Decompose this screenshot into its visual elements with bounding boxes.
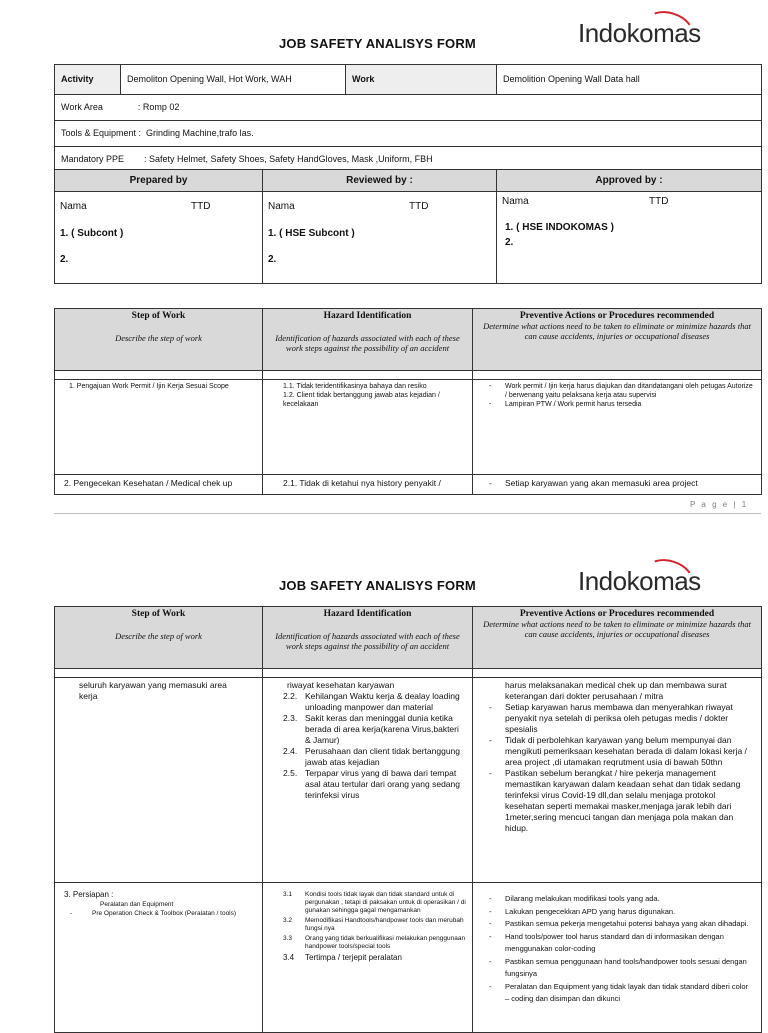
col-preventive-actions: [473, 607, 762, 669]
col-hazard-identification: [263, 309, 473, 371]
step-subitem: - Pre Operation Check & Toolbox (Peralatan / tools): [64, 909, 258, 918]
reviewed-nama: Nama: [268, 201, 295, 212]
hazard-sub: Identification of hazards associated with each of these work steps against the possibility of an accident: [275, 333, 460, 353]
col-step-of-work: [55, 309, 263, 371]
mandatory-ppe: Mandatory PPE : Safety Helmet, Safety Shoes, Safety HandGloves, Mask ,Uniform, FBH: [55, 147, 762, 173]
step-of-work-sub: Describe the step of work: [115, 631, 202, 641]
hazard-text: Sakit keras dan meninggal dunia ketika berada di area kerja(karena Virus,bakteri & Jamur): [305, 713, 459, 745]
table-row: [55, 678, 762, 883]
action-cell: [473, 380, 762, 475]
step-cell: 2. Pengecekan Kesehatan / Medical chek up: [55, 475, 263, 495]
page-title: JOB SAFETY ANALISYS FORM: [279, 36, 476, 51]
hazard-cell: [263, 678, 473, 883]
table-row: [55, 883, 762, 1033]
preventive-sub: Determine what actions need to be taken to eliminate or minimize hazards that can cause accidents, injuries or occupational diseases: [483, 321, 751, 341]
col-hazard-identification: [263, 607, 473, 669]
logo-text: Indokomas: [578, 566, 701, 596]
action-item: - Lakukan pengecekkan APD yang harus digunakan.: [483, 906, 753, 919]
jsa-header-table: [54, 64, 762, 173]
hazard-text: Orang yang tidak berkualifikasi melakukan penggunaan handpower tools/special tools: [305, 935, 466, 950]
step-subitem: Peralatan dan Equipment: [100, 901, 174, 908]
action-item: - Peralatan dan Equipment yang tidak layak dan tidak standard diberi color – coding dan disimpan dan dikunci: [483, 981, 753, 1006]
table-row: [55, 475, 762, 495]
action-item: - Pastikan semua penggunaan hand tools/handpower tools sesuai dengan fungsinya: [483, 956, 753, 981]
hazard-item: 1.2. Client tidak bertanggung jawab atas kejadian / kecelakaan: [283, 392, 440, 408]
indokomas-logo: [578, 566, 701, 606]
action-item: - Setiap karyawan harus membawa dan menyerahkan riwayat penyakit nya setelah di periksa oleh petugas medis / dokter spesialis: [483, 702, 753, 735]
reviewed-by-label: Reviewed by :: [263, 170, 497, 192]
step-cell: seluruh karyawan yang memasuki area kerja: [55, 678, 263, 883]
page-number: P a g e | 1: [690, 500, 749, 509]
hazard-sub: Identification of hazards associated with each of these work steps against the possibility of an accident: [275, 631, 460, 651]
hazard-text: Terpapar virus yang di bawa dari tempat asal atau tertular dari orang yang sedang terinfeksi virus: [305, 768, 460, 800]
step-cell: 1. Pengajuan Work Permit / Ijin Kerja Sesuai Scope: [55, 380, 263, 475]
hazard-text: Kondisi tools tidak layak dan tidak standard untuk di pergunakan , tetapi di paksakan untuk di operasikan / di gunakan sehingga gagal mengamankan: [305, 891, 466, 914]
page-title: JOB SAFETY ANALISYS FORM: [279, 578, 476, 593]
prepared-entry-2: 2.: [60, 254, 69, 265]
hazard-title: Hazard Identification: [323, 311, 412, 321]
jsa-table-page2: [54, 606, 762, 1033]
hazard-item: [283, 746, 466, 768]
action-item: - Tidak di perbolehkan karyawan yang belum mempunyai dan mengikuti pemeriksaan kesehatan berada di dalam lokasi kerja / area project ,di utamakan reqrutment usia di bawah 50thn: [483, 735, 753, 768]
hazard-number: 3.4: [283, 953, 295, 962]
reviewed-entry-1: 1. ( HSE Subcont ): [268, 228, 355, 239]
work-label: Work: [346, 65, 497, 95]
hazard-text: Perusahaan dan client tidak bertanggung jawab atas kejadian: [305, 746, 461, 767]
prepared-ttd: TTD: [191, 201, 211, 212]
approved-entry-1: 1. ( HSE INDOKOMAS ): [505, 222, 614, 233]
hazard-item: [283, 691, 466, 713]
hazard-text: Kehilangan Waktu kerja & dealay loading unloading manpower dan material: [305, 691, 460, 712]
indokomas-logo: [578, 18, 701, 58]
prepared-nama: Nama: [60, 201, 87, 212]
approved-by-cell: [497, 192, 762, 284]
step-of-work-sub: Describe the step of work: [115, 333, 202, 343]
action-cell: [473, 678, 762, 883]
action-item: - Setiap karyawan yang akan memasuki area project: [483, 478, 753, 489]
hazard-item: 1.1. Tidak teridentifikasinya bahaya dan resiko: [283, 383, 427, 390]
action-cell: [473, 475, 762, 495]
step-of-work-title: Step of Work: [131, 609, 186, 619]
hazard-number: 3.1: [283, 891, 293, 898]
action-lead: harus melaksanakan medical chek up dan membawa surat keterangan dari dokter perusahaan / mitra: [505, 680, 727, 701]
work-area: Work Area : Romp 02: [55, 95, 762, 121]
reviewed-ttd: TTD: [409, 201, 429, 212]
hazard-cell: [263, 883, 473, 1033]
hazard-item: riwayat kesehatan karyawan: [287, 680, 395, 690]
col-step-of-work: [55, 607, 263, 669]
table-row: [55, 380, 762, 475]
prepared-by-label: Prepared by: [55, 170, 263, 192]
hazard-number: 2.4.: [283, 746, 298, 756]
preventive-sub: Determine what actions need to be taken to eliminate or minimize hazards that can cause accidents, injuries or occupational diseases: [483, 619, 751, 639]
page-footer-rule: [54, 513, 761, 514]
action-item: - Pastikan sebelum berangkat / hire pekerja management memastikan karyawan dalam keadaan sehat dan tidak sedang terinfeksi virus Covid-19 dll,dan selalu menjaga protokol kesehatan seperti memakai masker,menjaga jarak lebih dari 1meter,sering mencuci tangan dan menjaga pola makan dan hidup.: [483, 768, 753, 834]
hazard-item: [283, 891, 466, 915]
step-cell: [55, 883, 263, 1033]
step-title: 3. Persiapan :: [64, 890, 114, 899]
approved-by-label: Approved by :: [497, 170, 762, 192]
hazard-number: 2.2.: [283, 691, 298, 701]
action-item: - Pastikan semua pekerja mengetahui potensi bahaya yang akan dihadapi.: [483, 918, 753, 931]
reviewed-entry-2: 2.: [268, 254, 277, 265]
hazard-number: 3.3: [283, 935, 293, 942]
prepared-entry-1: 1. ( Subcont ): [60, 228, 124, 239]
action-item: - Hand tools/power tool harus standard dan di informasikan dengan menggunakan color-coding: [483, 931, 753, 956]
hazard-number: 2.3.: [283, 713, 298, 723]
hazard-text: Tertimpa / terjepit peralatan: [305, 953, 402, 962]
hazard-cell: 2.1. Tidak di ketahui nya history penyakit /: [263, 475, 473, 495]
hazard-item: [283, 713, 466, 746]
action-item: - Work permit / Ijin kerja harus diajukan dan ditandatangani oleh petugas Autorize / berwenang yaitu pelaksana kerja atau supervisi: [483, 382, 753, 400]
signoff-table: [54, 169, 762, 284]
activity-label: Activity: [55, 65, 121, 95]
hazard-title: Hazard Identification: [323, 609, 412, 619]
approved-nama: Nama: [502, 196, 529, 207]
preventive-title: Preventive Actions or Procedures recommended: [519, 609, 715, 619]
action-item: - Lampiran PTW / Work permit harus tersedia: [483, 400, 753, 409]
col-preventive-actions: [473, 309, 762, 371]
hazard-text: Memodifikasi Handtools/handpower tools dan merubah fungsi nya: [305, 917, 464, 932]
action-item: - Dilarang melakukan modifikasi tools yang ada.: [483, 893, 753, 906]
hazard-item: [283, 917, 466, 933]
reviewed-by-cell: [263, 192, 497, 284]
hazard-cell: [263, 380, 473, 475]
approved-entry-2: 2.: [505, 237, 514, 248]
work-value: Demolition Opening Wall Data hall: [497, 65, 762, 95]
hazard-item: [283, 768, 466, 801]
hazard-number: 3.2: [283, 917, 293, 924]
step-of-work-title: Step of Work: [131, 311, 186, 321]
jsa-table-page1: [54, 308, 762, 495]
activity-value: Demoliton Opening Wall, Hot Work, WAH: [121, 65, 346, 95]
action-cell: [473, 883, 762, 1033]
approved-ttd: TTD: [649, 196, 669, 207]
prepared-by-cell: [55, 192, 263, 284]
hazard-item: [283, 953, 466, 963]
hazard-number: 2.5.: [283, 768, 298, 778]
logo-text: Indokomas: [578, 18, 701, 48]
preventive-title: Preventive Actions or Procedures recommended: [519, 311, 715, 321]
tools-equipment: Tools & Equipment : Grinding Machine,trafo las.: [55, 121, 762, 147]
hazard-item: [283, 935, 466, 951]
page-separator: [0, 530, 768, 548]
